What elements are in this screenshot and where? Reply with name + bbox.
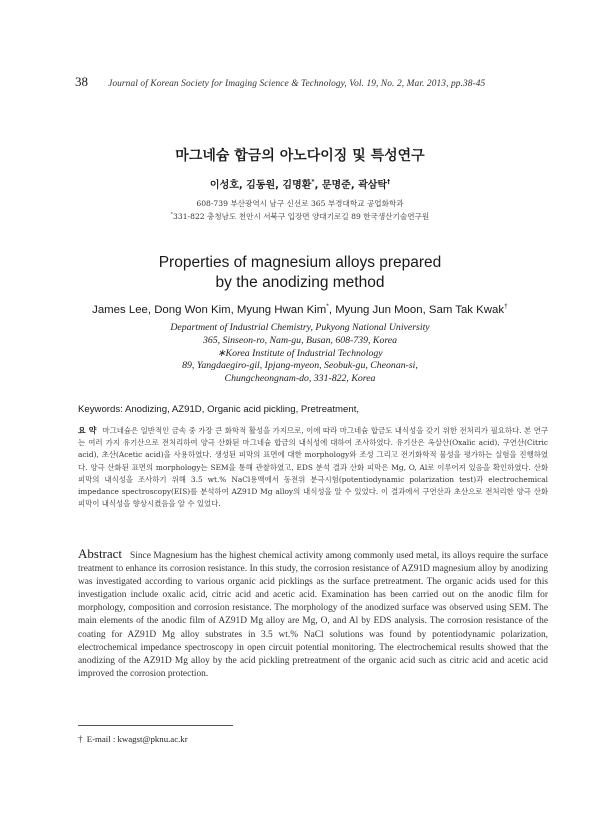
journal-citation: Journal of Korean Society for Imaging Science & Technology, Vol. 19, No. 2, Mar. 2013, pp.38-45 [108,79,486,89]
english-abstract [78,547,548,681]
korean-abstract-label: 요 약 [78,426,97,435]
english-author-corr: † [504,303,508,310]
english-authors [0,303,600,316]
english-abstract-label: Abstract [78,546,123,561]
page-number: 38 [75,74,88,89]
korean-aff2-text: 331-822 충청남도 천안시 서북구 입장면 양대기로길 89 한국생산기술연구원 [173,212,430,221]
korean-author-mark: * [311,178,315,186]
korean-author-corr: † [387,178,391,186]
english-aff-line: 89, Yangdaegiro-gil, Ipjang-myeon, Seobuk-gu, Cheonan-si, [182,360,418,372]
english-title [0,253,600,293]
korean-authors [0,176,600,191]
korean-title: 마그네슘 합금의 아노다이징 및 특성연구 [175,148,425,164]
english-authors-rest: , Myung Jun Moon, Sam Tak Kwak [328,303,505,316]
footnote-email: E-mail : kwagst@pknu.ac.kr [86,734,188,744]
english-title-line-1: Properties of magnesium alloys prepared [158,254,442,271]
english-aff-line: Chungcheongnam-do, 331-822, Korea [224,373,376,385]
keywords-label: Keywords: [78,404,123,415]
english-author-mark: * [326,303,329,310]
keywords-text: Anodizing, AZ91D, Organic acid pickling, Pretreatment, [124,404,360,415]
english-title-line-2: by the anodizing method [215,274,385,291]
korean-affiliation-2 [0,211,600,222]
english-authors-main: James Lee, Dong Won Kim, Myung Hwan Kim [92,303,327,316]
korean-affiliation-1: 608-739 부산광역시 남구 신선로 365 부경대학교 공업화학과 [196,199,404,208]
korean-aff2-mark: * [170,212,174,218]
keywords [78,404,548,415]
korean-authors-main: 이성호, 김동원, 김명환 [209,180,312,191]
korean-authors-rest: , 문명준, 곽삼탁 [314,180,388,191]
running-header [75,71,565,87]
footnote-mark: † [78,734,83,744]
english-aff-line: Department of Industrial Chemistry, Pukyong National University [170,322,430,333]
korean-abstract-text: 마그네슘은 일반적인 금속 중 가장 큰 화학적 활성을 가지므로, 이에 따라 마그네슘 합금도 내식성을 갖기 위한 전처리가 필요하다. 본 연구는 여러 가지 유기산으로 전처리하여 양극 산화된 마그네슘 합금의 내식성에 대하여 조사하였다. 유기산은 옥살산(Oxalic acid), 구연산(Citric acid), 초산(Acetic acid)을 사용하였다. 생성된 피막의 표면에 대한 morphology와 조성 그리고 전기화학적 물성을 평가하는 실험을 진행하였다. 양극 산화된 표면의 morphology는 SEM을 통해 관찰하였고, EDS 분석 결과 산화 피막은 Mg, O, Al로 이루어져 있음을 확인하였다. 산화 피막의 내식성을 조사하기 위해 3.5 wt.% NaCl용액에서 동전위 분극시험(potentiodynamic polarization test)과 electrochemical impedance spectroscopy(EIS)를 분석하여 AZ91D Mg alloy의 내식성을 알 수 있었다. 이 결과에서 구연산과 초산으로 전처리한 양극 산화 피막이 내식성을 향상시켰음을 알 수 있었다. [78,426,548,509]
korean-abstract [78,425,548,510]
english-abstract-text: Since Magnesium has the highest chemical activity among commonly used metal, its alloys require the surface treatment to enhance its corrosion resistance. In this study, the corrosion resistance of AZ91D magnesium alloy by anodizing was investigated according to various organic acid picklings as the surface pretreatment. The organic acids used for this investigation include oxalic acid, citric acid and acetic acid. Examination has been carried out on the anodic film for morphology, composition and corrosion resistance. The morphology of the anodized surface was observed using SEM. The main elements of the anodic film of AZ91D Mg alloy are Mg, O, and Al by EDS analysis. The corrosion resistance of the coating for AZ91D Mg alloy substrates in 3.5 wt.% NaCl solutions was found by potentiodynamic polarization, electrochemical impedance spectroscopy in open circuit potential monitoring. The electrochemical results showed that the anodizing of the AZ91D Mg alloy by the acid pickling pretreatment of the organic acid such as citric acid and acetic acid improved the corrosion protection. [78,551,548,679]
english-aff-line: 365, Sinseon-ro, Nam-gu, Busan, 608-739, Korea [202,334,398,346]
footnote [78,734,188,744]
footnote-divider [78,725,233,726]
english-aff-line: ∗Korea Institute of Industrial Technology [217,347,383,359]
english-affiliations [0,322,600,386]
